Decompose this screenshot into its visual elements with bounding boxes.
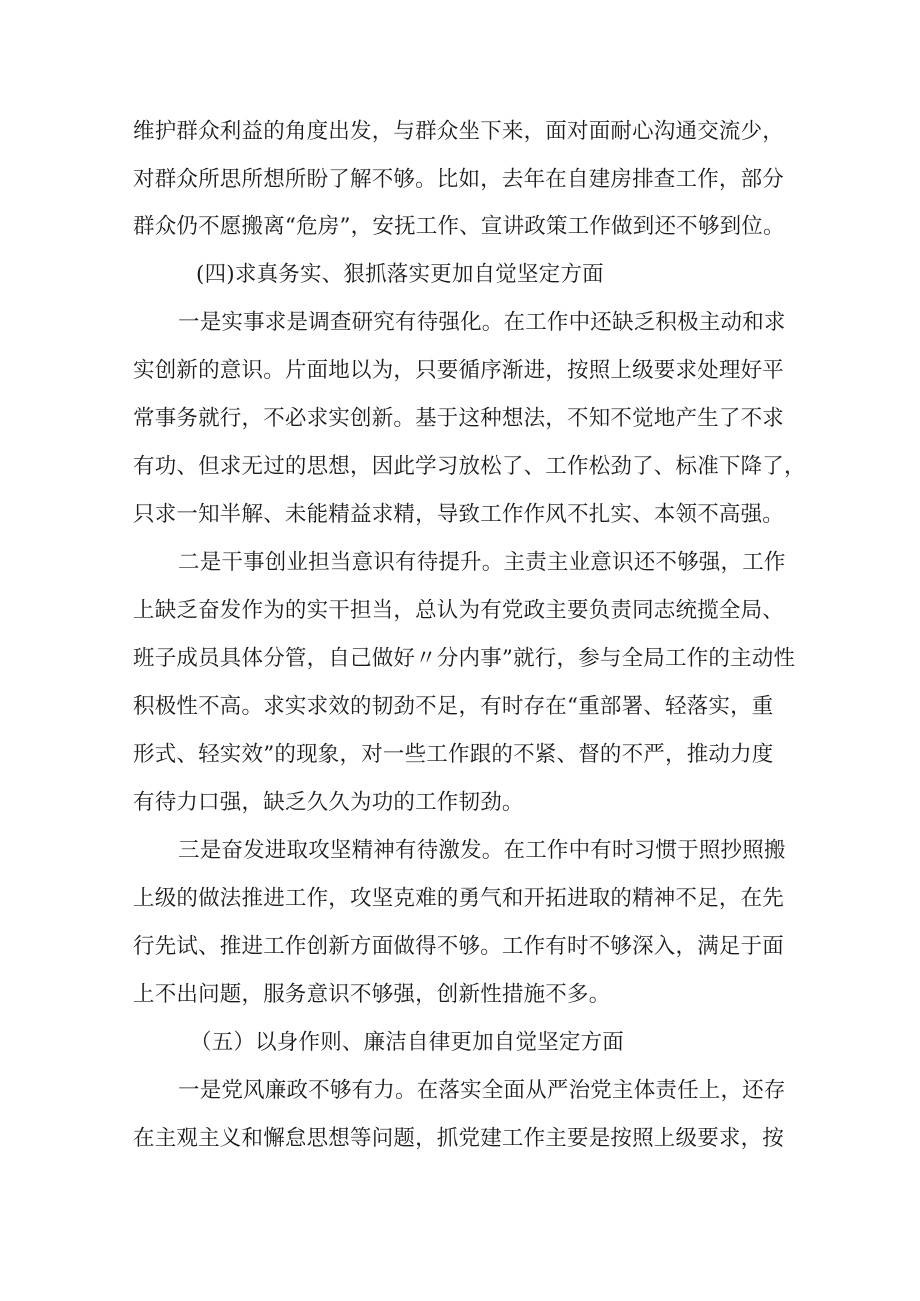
body-line: 群众仍不愿搬离“危房”，安抚工作、宣讲政策工作做到还不够到位。: [133, 214, 785, 239]
body-line: 在主观主义和懈怠思想等问题，抓党建工作主要是按照上级要求，按: [133, 1126, 785, 1151]
body-line: 实创新的意识。片面地以为，只要循序渐进，按照上级要求处理好平: [133, 358, 785, 383]
body-line: 只求一知半解、未能精益求精，导致工作作风不扎实、本领不高强。: [133, 502, 785, 527]
body-line: 行先试、推进工作创新方面做得不够。工作有时不够深入，满足于面: [133, 934, 785, 959]
body-line: 一是实事求是调查研究有待强化。在工作中还缺乏积极主动和求: [178, 310, 786, 335]
body-line: 有待力口强，缺乏久久为功的工作韧劲。: [133, 790, 524, 815]
body-line: 对群众所思所想所盼了解不够。比如，去年在自建房排查工作，部分: [133, 167, 785, 192]
body-line: 维护群众利益的角度出发，与群众坐下来，面对面耐心沟通交流少，: [133, 119, 785, 144]
body-line: 上缺乏奋发作为的实干担当，总认为有党政主要负责同志统揽全局、: [133, 598, 785, 623]
body-line: 形式、轻实效”的现象，对一些工作跟的不紧、督的不严，推动力度: [133, 742, 774, 767]
body-line: 一是党风廉政不够有力。在落实全面从严治党主体责任上，还存: [178, 1078, 786, 1103]
body-line: 三是奋发进取攻坚精神有待激发。在工作中有时习惯于照抄照搬: [178, 838, 786, 863]
body-line: 上不出问题，服务意识不够强，创新性措施不多。: [133, 982, 611, 1007]
body-line: 二是干事创业担当意识有待提升。主责主业意识还不够强，工作: [178, 550, 786, 575]
body-line: 有功、但求无过的思想，因此学习放松了、工作松劲了、标准下降了，: [133, 454, 806, 479]
body-line: 积极性不高。求实求效的韧劲不足，有时存在“重部署、轻落实，重: [133, 694, 774, 719]
body-line: 上级的做法推进工作，攻坚克难的勇气和开拓进取的精神不足，在先: [133, 886, 785, 911]
section-heading: （五）以身作则、廉洁自律更加自觉坚定方面: [190, 1030, 625, 1055]
section-heading: (四)求真务实、狠抓落实更加自觉坚定方面: [196, 262, 604, 287]
body-line: 班子成员具体分管，自己做好〃分内事”就行，参与全局工作的主动性: [133, 646, 796, 671]
body-line: 常事务就行，不必求实创新。基于这种想法，不知不觉地产生了不求: [133, 406, 785, 431]
